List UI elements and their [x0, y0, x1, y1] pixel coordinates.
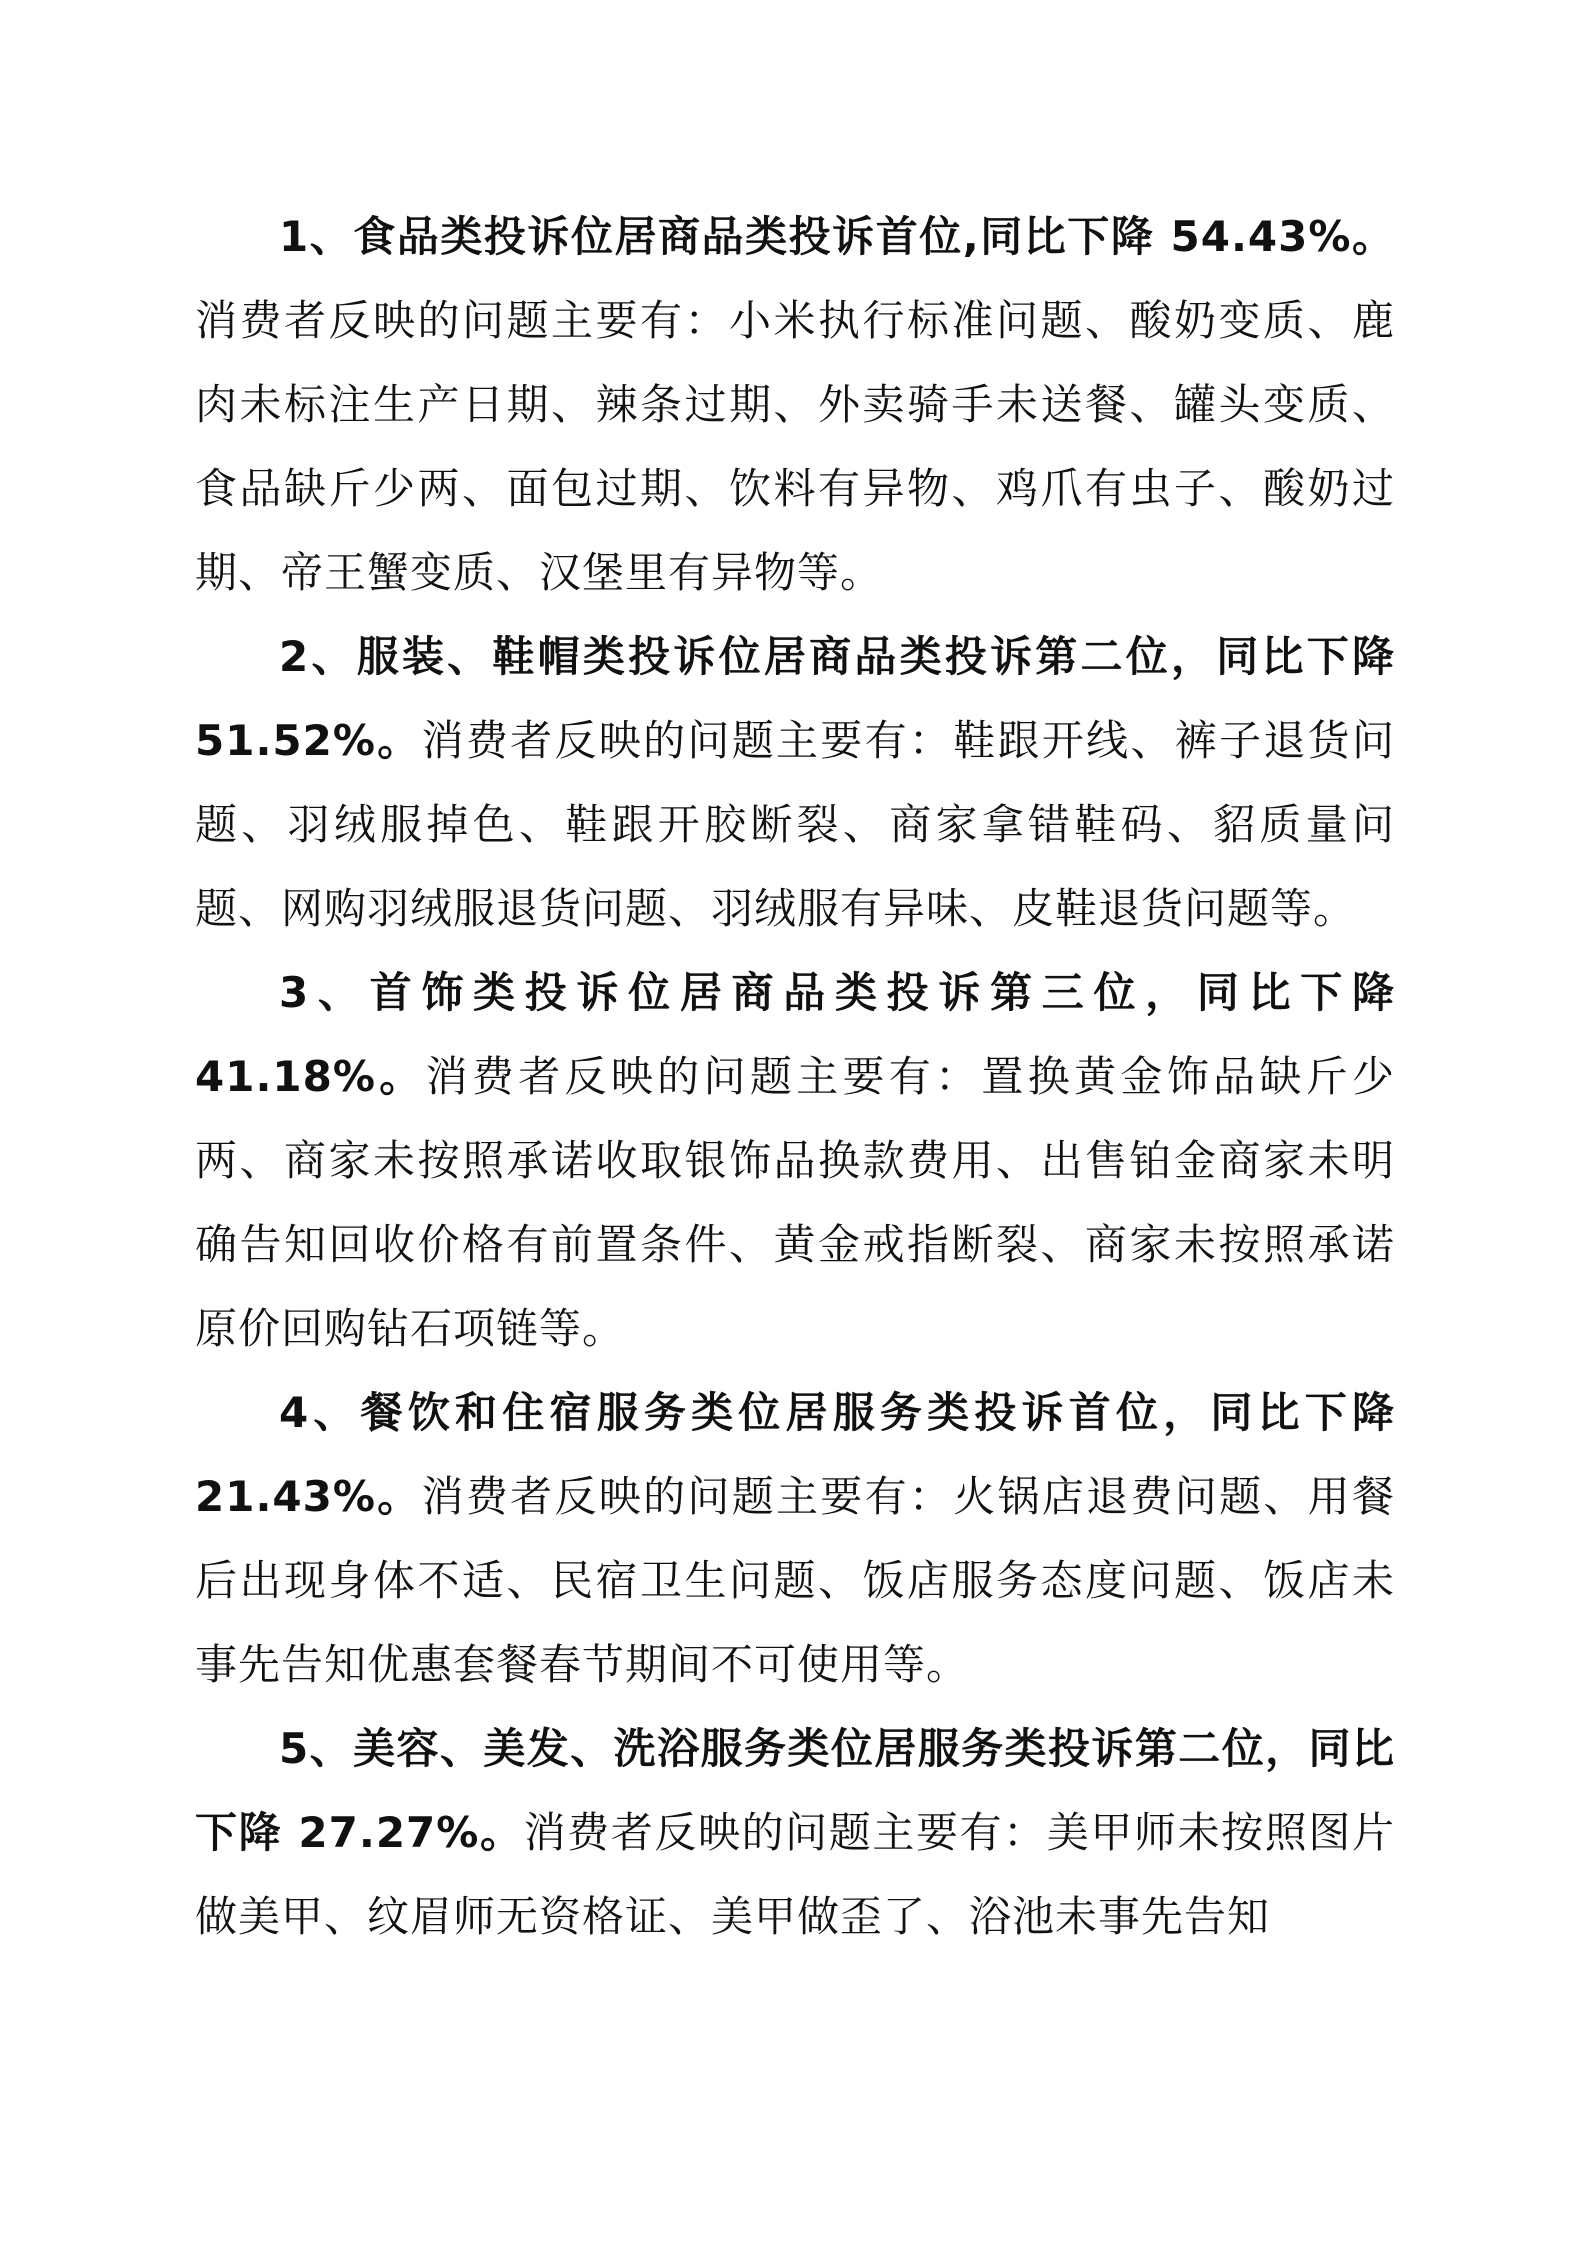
paragraph-catering — [195, 1371, 1395, 1707]
paragraph-heading: 4、餐饮和住宿服务类位居服务类投诉首位，同比下降 21.43%。 — [195, 1388, 1395, 1521]
document-page — [195, 195, 1395, 1959]
paragraph-text: 消费者反映的问题主要有：火锅店退费问题、用餐后出现身体不适、民宿卫生问题、饭店服务态度问题、饭店未事先告知优惠套餐春节期间不可使用等。 — [195, 1472, 1395, 1689]
paragraph-food — [195, 195, 1395, 615]
paragraph-text: 消费者反映的问题主要有：鞋跟开线、裤子退货问题、羽绒服掉色、鞋跟开胶断裂、商家拿错鞋码、貂质量问题、网购羽绒服退货问题、羽绒服有异味、皮鞋退货问题等。 — [195, 716, 1395, 933]
paragraph-heading: 1、食品类投诉位居商品类投诉首位,同比下降 54.43%。 — [279, 212, 1395, 261]
paragraph-jewelry — [195, 951, 1395, 1371]
paragraph-heading: 5、美容、美发、洗浴服务类位居服务类投诉第二位，同比下降 27.27%。 — [195, 1724, 1395, 1857]
paragraph-text: 消费者反映的问题主要有：小米执行标准问题、酸奶变质、鹿肉未标注生产日期、辣条过期、外卖骑手未送餐、罐头变质、食品缺斤少两、面包过期、饮料有异物、鸡爪有虫子、酸奶过期、帝王蟹变质、汉堡里有异物等。 — [195, 296, 1395, 597]
paragraph-heading: 3、首饰类投诉位居商品类投诉第三位，同比下降 41.18%。 — [195, 968, 1395, 1101]
paragraph-text: 消费者反映的问题主要有：美甲师未按照图片做美甲、纹眉师无资格证、美甲做歪了、浴池未事先告知 — [195, 1808, 1395, 1941]
paragraph-beauty — [195, 1707, 1395, 1959]
paragraph-text: 消费者反映的问题主要有：置换黄金饰品缺斤少两、商家未按照承诺收取银饰品换款费用、出售铂金商家未明确告知回收价格有前置条件、黄金戒指断裂、商家未按照承诺原价回购钻石项链等。 — [195, 1052, 1395, 1353]
paragraph-clothing — [195, 615, 1395, 951]
paragraph-heading: 2、服装、鞋帽类投诉位居商品类投诉第二位，同比下降 51.52%。 — [195, 632, 1395, 765]
